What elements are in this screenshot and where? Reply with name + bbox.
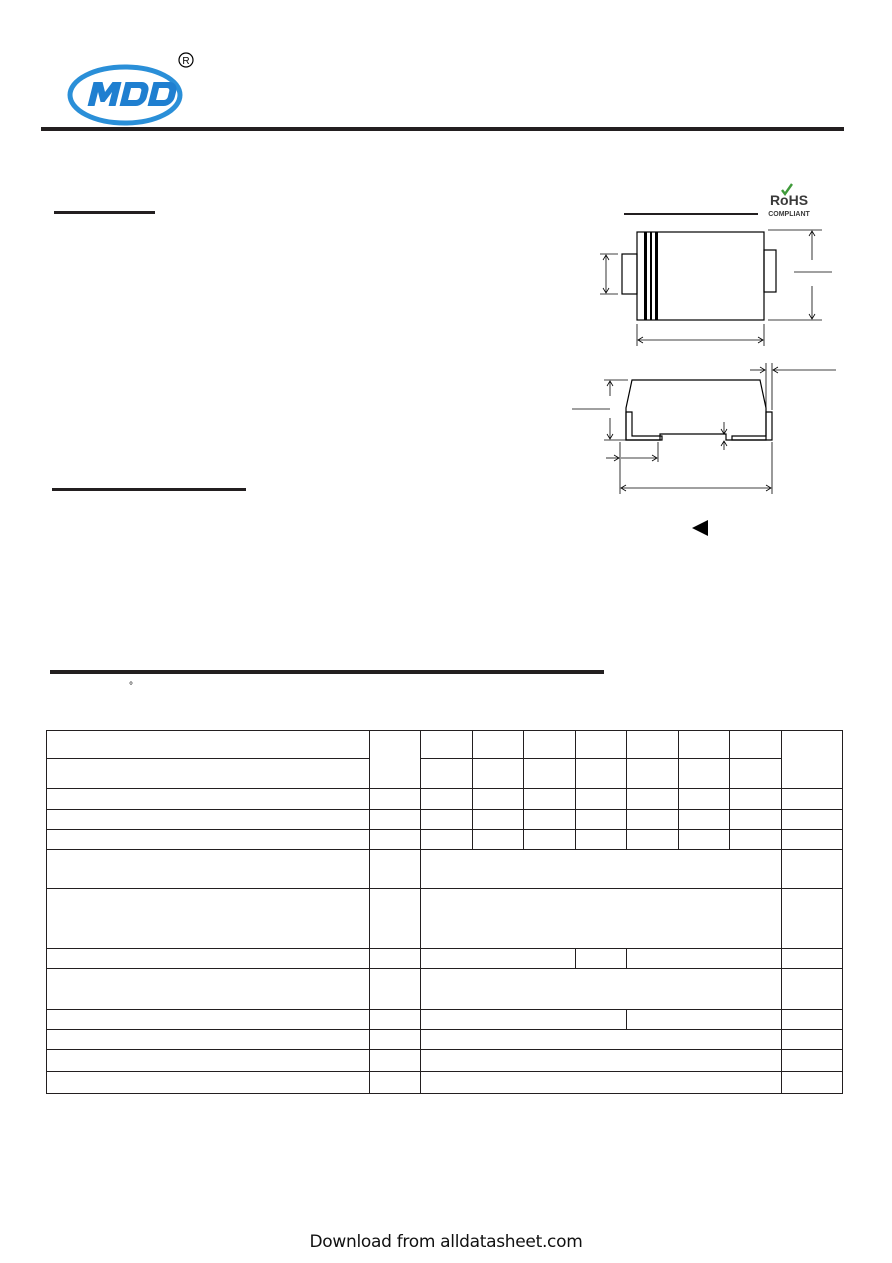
ratings-heading-underline bbox=[50, 670, 604, 674]
part-number-cell bbox=[679, 731, 730, 759]
marking-code-cell bbox=[524, 759, 576, 789]
part-number-cell bbox=[627, 731, 679, 759]
temperature-degree-symbol: ° bbox=[129, 681, 133, 692]
rohs-subtext: COMPLIANT bbox=[768, 211, 810, 218]
table-row bbox=[47, 1050, 843, 1072]
symbol-header-cell bbox=[370, 731, 421, 789]
triangle-left-icon bbox=[692, 520, 708, 536]
mechanical-heading-underline bbox=[52, 488, 246, 491]
footer-download-link[interactable]: Download from alldatasheet.com bbox=[309, 1232, 583, 1252]
package-side-view-drawing bbox=[566, 360, 842, 500]
table-row bbox=[47, 949, 843, 969]
part-number-cell bbox=[576, 731, 627, 759]
table-row bbox=[47, 731, 843, 759]
table-row bbox=[47, 1010, 843, 1030]
part-number-cell bbox=[730, 731, 782, 759]
table-row bbox=[47, 889, 843, 949]
package-top-view-drawing bbox=[570, 222, 842, 350]
marking-code-cell bbox=[421, 759, 473, 789]
features-heading-underline bbox=[54, 211, 155, 214]
marking-code-cell bbox=[473, 759, 524, 789]
table-row bbox=[47, 830, 843, 850]
part-number-cell bbox=[524, 731, 576, 759]
outline-heading-underline bbox=[624, 213, 758, 215]
marking-code-cell bbox=[576, 759, 627, 789]
header-rule bbox=[41, 127, 844, 131]
parameter-cell bbox=[47, 759, 370, 789]
units-header-cell bbox=[782, 731, 843, 789]
ratings-table bbox=[46, 730, 843, 1094]
marking-code-cell bbox=[730, 759, 782, 789]
table-row bbox=[47, 1072, 843, 1094]
rohs-badge bbox=[764, 183, 814, 221]
table-row bbox=[47, 1030, 843, 1050]
table-row bbox=[47, 810, 843, 830]
part-number-cell bbox=[473, 731, 524, 759]
table-row bbox=[47, 789, 843, 810]
marking-code-cell bbox=[679, 759, 730, 789]
mdd-logo bbox=[66, 48, 196, 126]
rohs-text: RoHS bbox=[769, 192, 809, 208]
table-row bbox=[47, 759, 843, 789]
svg-text:R: R bbox=[182, 56, 190, 67]
part-number-cell bbox=[421, 731, 473, 759]
marking-code-cell bbox=[627, 759, 679, 789]
parameter-cell bbox=[47, 731, 370, 759]
table-row bbox=[47, 969, 843, 1010]
table-row bbox=[47, 850, 843, 889]
